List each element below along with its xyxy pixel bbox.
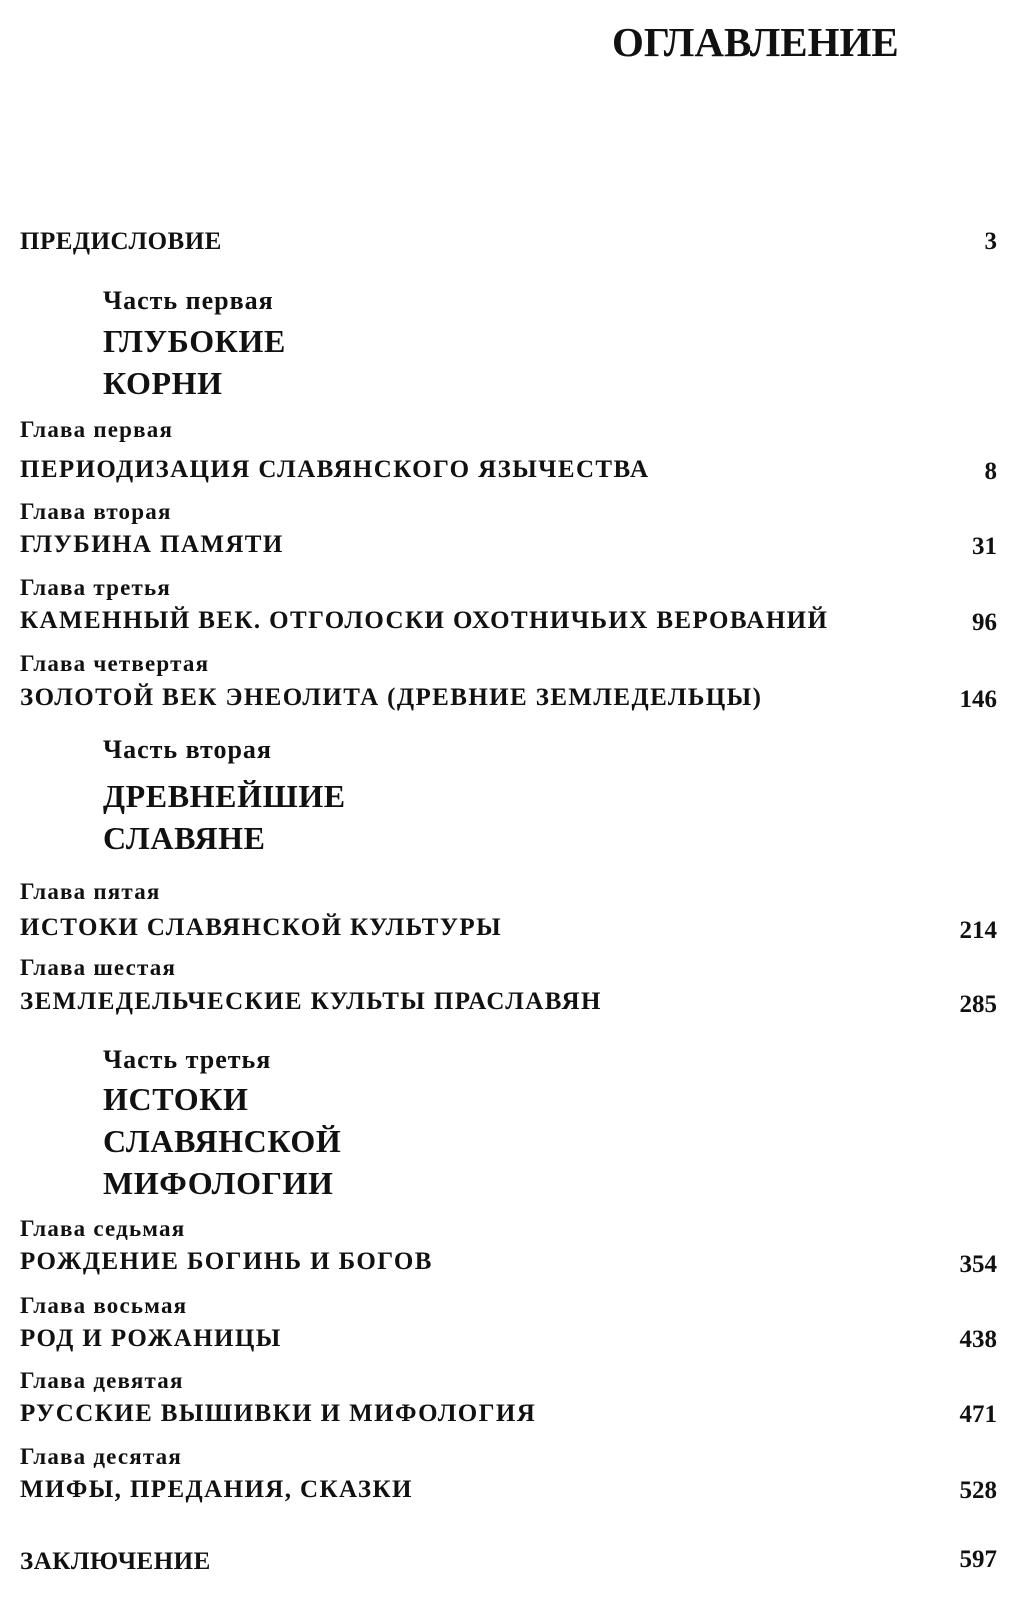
chapter-7-label: Глава седьмая (20, 1216, 186, 1241)
preface-label[interactable]: ПРЕДИСЛОВИЕ (20, 228, 222, 255)
chapter-2-label: Глава вторая (20, 499, 172, 524)
chapter-1-title[interactable]: ПЕРИОДИЗАЦИЯ СЛАВЯНСКОГО ЯЗЫЧЕСТВА (20, 456, 650, 483)
conclusion-page: 597 (959, 1546, 997, 1573)
chapter-7-title[interactable]: РОЖДЕНИЕ БОГИНЬ И БОГОВ (20, 1248, 433, 1275)
chapter-5-label: Глава пятая (20, 879, 161, 904)
chapter-4-label: Глава четвертая (20, 651, 210, 676)
chapter-3-page: 96 (972, 609, 997, 636)
part-1-label: Часть первая (103, 286, 274, 315)
chapter-1-page: 8 (984, 458, 997, 485)
chapter-9-label: Глава девятая (20, 1368, 184, 1393)
part-3-title-line-1: ИСТОКИ (103, 1081, 249, 1117)
chapter-4-page: 146 (959, 686, 997, 713)
part-2-title-line-1: ДРЕВНЕЙШИЕ (103, 778, 346, 814)
chapter-4-title[interactable]: ЗОЛОТОЙ ВЕК ЭНЕОЛИТА (ДРЕВНИЕ ЗЕМЛЕДЕЛЬЦЫ) (20, 684, 763, 711)
chapter-9-title[interactable]: РУССКИЕ ВЫШИВКИ И МИФОЛОГИЯ (20, 1400, 537, 1427)
chapter-8-title[interactable]: РОД И РОЖАНИЦЫ (20, 1325, 282, 1352)
chapter-8-page: 438 (959, 1326, 997, 1353)
part-3-title-line-3: МИФОЛОГИИ (103, 1165, 334, 1201)
part-1-title-line-1: ГЛУБОКИЕ (103, 323, 286, 359)
part-2-label: Часть вторая (103, 735, 272, 764)
chapter-7-page: 354 (959, 1251, 997, 1278)
chapter-6-page: 285 (959, 991, 997, 1018)
chapter-5-page: 214 (959, 917, 997, 944)
chapter-6-title[interactable]: ЗЕМЛЕДЕЛЬЧЕСКИЕ КУЛЬТЫ ПРАСЛАВЯН (20, 988, 602, 1015)
conclusion-label[interactable]: ЗАКЛЮЧЕНИЕ (20, 1548, 211, 1575)
preface-page: 3 (984, 228, 997, 255)
chapter-2-title[interactable]: ГЛУБИНА ПАМЯТИ (20, 531, 284, 558)
chapter-6-label: Глава шестая (20, 955, 177, 980)
chapter-10-label: Глава десятая (20, 1444, 183, 1469)
chapter-5-title[interactable]: ИСТОКИ СЛАВЯНСКОЙ КУЛЬТУРЫ (20, 914, 503, 941)
part-1-title-line-2: КОРНИ (103, 365, 223, 401)
chapter-9-page: 471 (959, 1401, 997, 1428)
page-title: ОГЛАВЛЕНИЕ (612, 19, 899, 65)
chapter-10-page: 528 (959, 1477, 997, 1504)
part-3-title-line-2: СЛАВЯНСКОЙ (103, 1123, 342, 1159)
chapter-10-title[interactable]: МИФЫ, ПРЕДАНИЯ, СКАЗКИ (20, 1476, 413, 1503)
part-3-label: Часть третья (103, 1045, 272, 1074)
chapter-2-page: 31 (972, 533, 997, 560)
part-2-title-line-2: СЛАВЯНЕ (103, 820, 266, 856)
chapter-3-title[interactable]: КАМЕННЫЙ ВЕК. ОТГОЛОСКИ ОХОТНИЧЬИХ ВЕРОВАНИЙ (20, 607, 829, 634)
chapter-3-label: Глава третья (20, 575, 171, 600)
chapter-1-label: Глава первая (20, 417, 174, 442)
chapter-8-label: Глава восьмая (20, 1293, 188, 1318)
